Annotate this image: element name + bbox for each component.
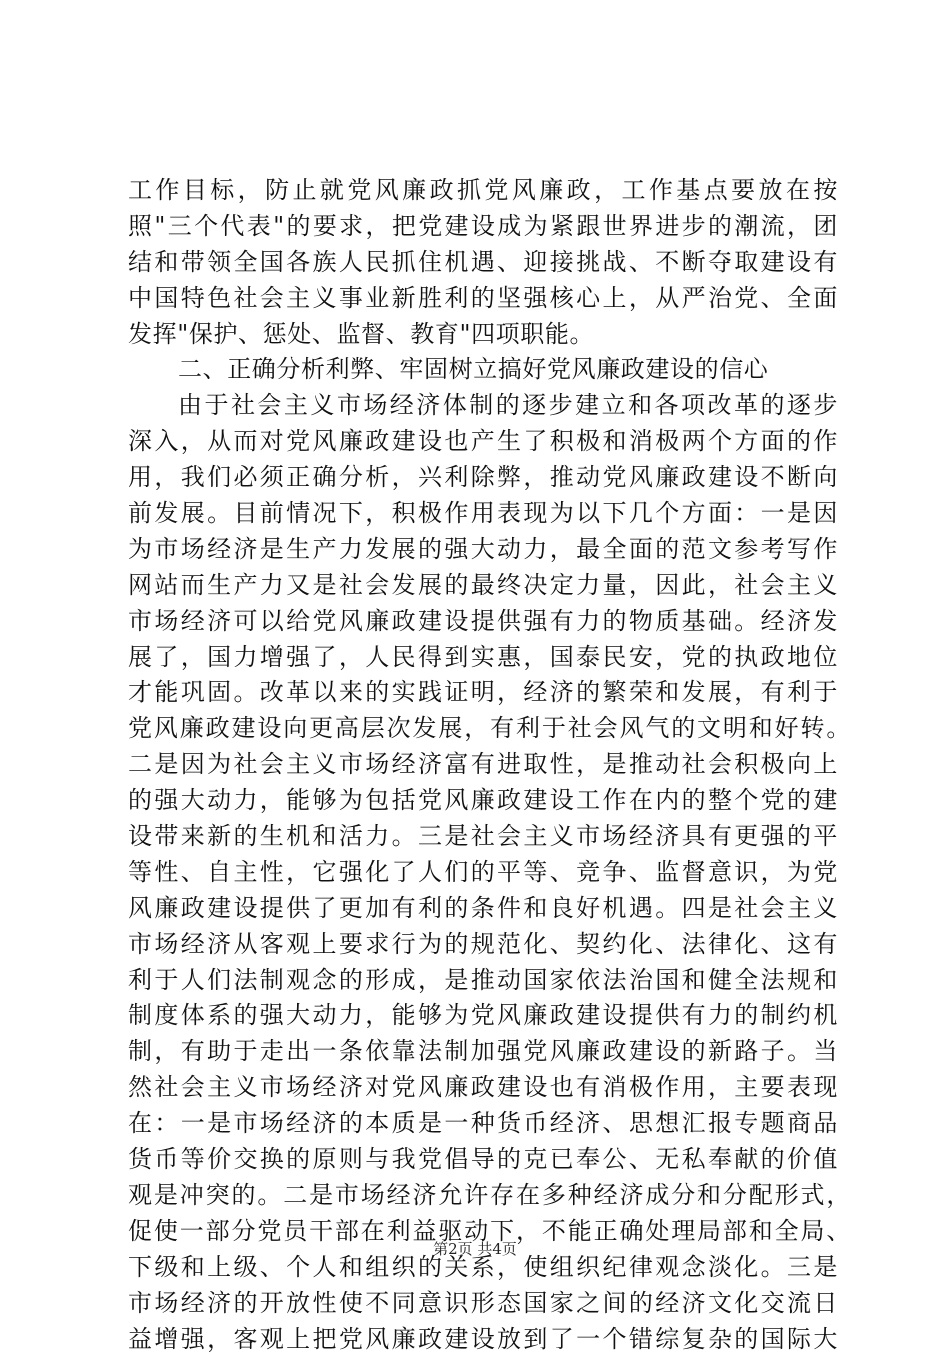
text-line: 工作目标，防止就党风廉政抓党风廉政，工作基点要放在按 — [128, 173, 838, 209]
text-line: 结和带领全国各族人民抓住机遇、迎接挑战、不断夺取建设有 — [128, 245, 838, 281]
text-line: 下级和上级、个人和组织的关系，使组织纪律观念淡化。三是 — [128, 1250, 838, 1286]
text-line: 发挥"保护、惩处、监督、教育"四项职能。 — [128, 317, 838, 353]
section-heading: 二、正确分析利弊、牢固树立搞好党风廉政建设的信心 — [128, 352, 838, 388]
text-line: 风廉政建设提供了更加有利的条件和良好机遇。四是社会主义 — [128, 891, 838, 927]
text-line: 用，我们必须正确分析，兴利除弊，推动党风廉政建设不断向 — [128, 460, 838, 496]
text-line: 为市场经济是生产力发展的强大动力，最全面的范文参考写作 — [128, 532, 838, 568]
text-line: 然社会主义市场经济对党风廉政建设也有消极作用，主要表现 — [128, 1070, 838, 1106]
text-line: 货币等价交换的原则与我党倡导的克已奉公、无私奉献的价值 — [128, 1142, 838, 1178]
text-line: 中国特色社会主义事业新胜利的坚强核心上，从严治党、全面 — [128, 281, 838, 317]
text-line: 促使一部分党员干部在利益驱动下，不能正确处理局部和全局、 — [128, 1214, 851, 1250]
text-line: 市场经济从客观上要求行为的规范化、契约化、法律化、这有 — [128, 927, 838, 963]
text-line: 展了，国力增强了，人民得到实惠，国泰民安，党的执政地位 — [128, 640, 838, 676]
text-line: 二是因为社会主义市场经济富有进取性，是推动社会积极向上 — [128, 747, 838, 783]
text-line: 益增强，客观上把党风廉政建设放到了一个错综复杂的国际大 — [128, 1322, 838, 1357]
body-text — [128, 173, 838, 1357]
text-line: 的强大动力，能够为包括党风廉政建设工作在内的整个党的建 — [128, 783, 838, 819]
text-line: 市场经济可以给党风廉政建设提供强有力的物质基础。经济发 — [128, 604, 838, 640]
text-line: 前发展。目前情况下，积极作用表现为以下几个方面：一是因 — [128, 496, 838, 532]
text-line: 市场经济的开放性使不同意识形态国家之间的经济文化交流日 — [128, 1286, 838, 1322]
text-line: 在：一是市场经济的本质是一种货币经济、思想汇报专题商品 — [128, 1106, 838, 1142]
text-line: 照"三个代表"的要求，把党建设成为紧跟世界进步的潮流，团 — [128, 209, 838, 245]
text-line: 制度体系的强大动力，能够为党风廉政建设提供有力的制约机 — [128, 998, 838, 1034]
text-line: 网站而生产力又是社会发展的最终决定力量，因此，社会主义 — [128, 568, 838, 604]
text-line: 利于人们法制观念的形成，是推动国家依法治国和健全法规和 — [128, 963, 838, 999]
text-line: 设带来新的生机和活力。三是社会主义市场经济具有更强的平 — [128, 819, 838, 855]
text-line: 深入，从而对党风廉政建设也产生了积极和消极两个方面的作 — [128, 424, 838, 460]
text-line: 才能巩固。改革以来的实践证明，经济的繁荣和发展，有利于 — [128, 675, 838, 711]
text-line: 党风廉政建设向更高层次发展，有利于社会风气的文明和好转。 — [128, 711, 851, 747]
text-line: 制，有助于走出一条依靠法制加强党风廉政建设的新路子。当 — [128, 1034, 838, 1070]
text-line: 等性、自主性，它强化了人们的平等、竞争、监督意识，为党 — [128, 855, 838, 891]
text-line: 由于社会主义市场经济体制的逐步建立和各项改革的逐步 — [128, 388, 838, 424]
text-line: 观是冲突的。二是市场经济允许存在多种经济成分和分配形式， — [128, 1178, 851, 1214]
page-number-footer: 第2页 共4页 — [0, 1238, 950, 1259]
